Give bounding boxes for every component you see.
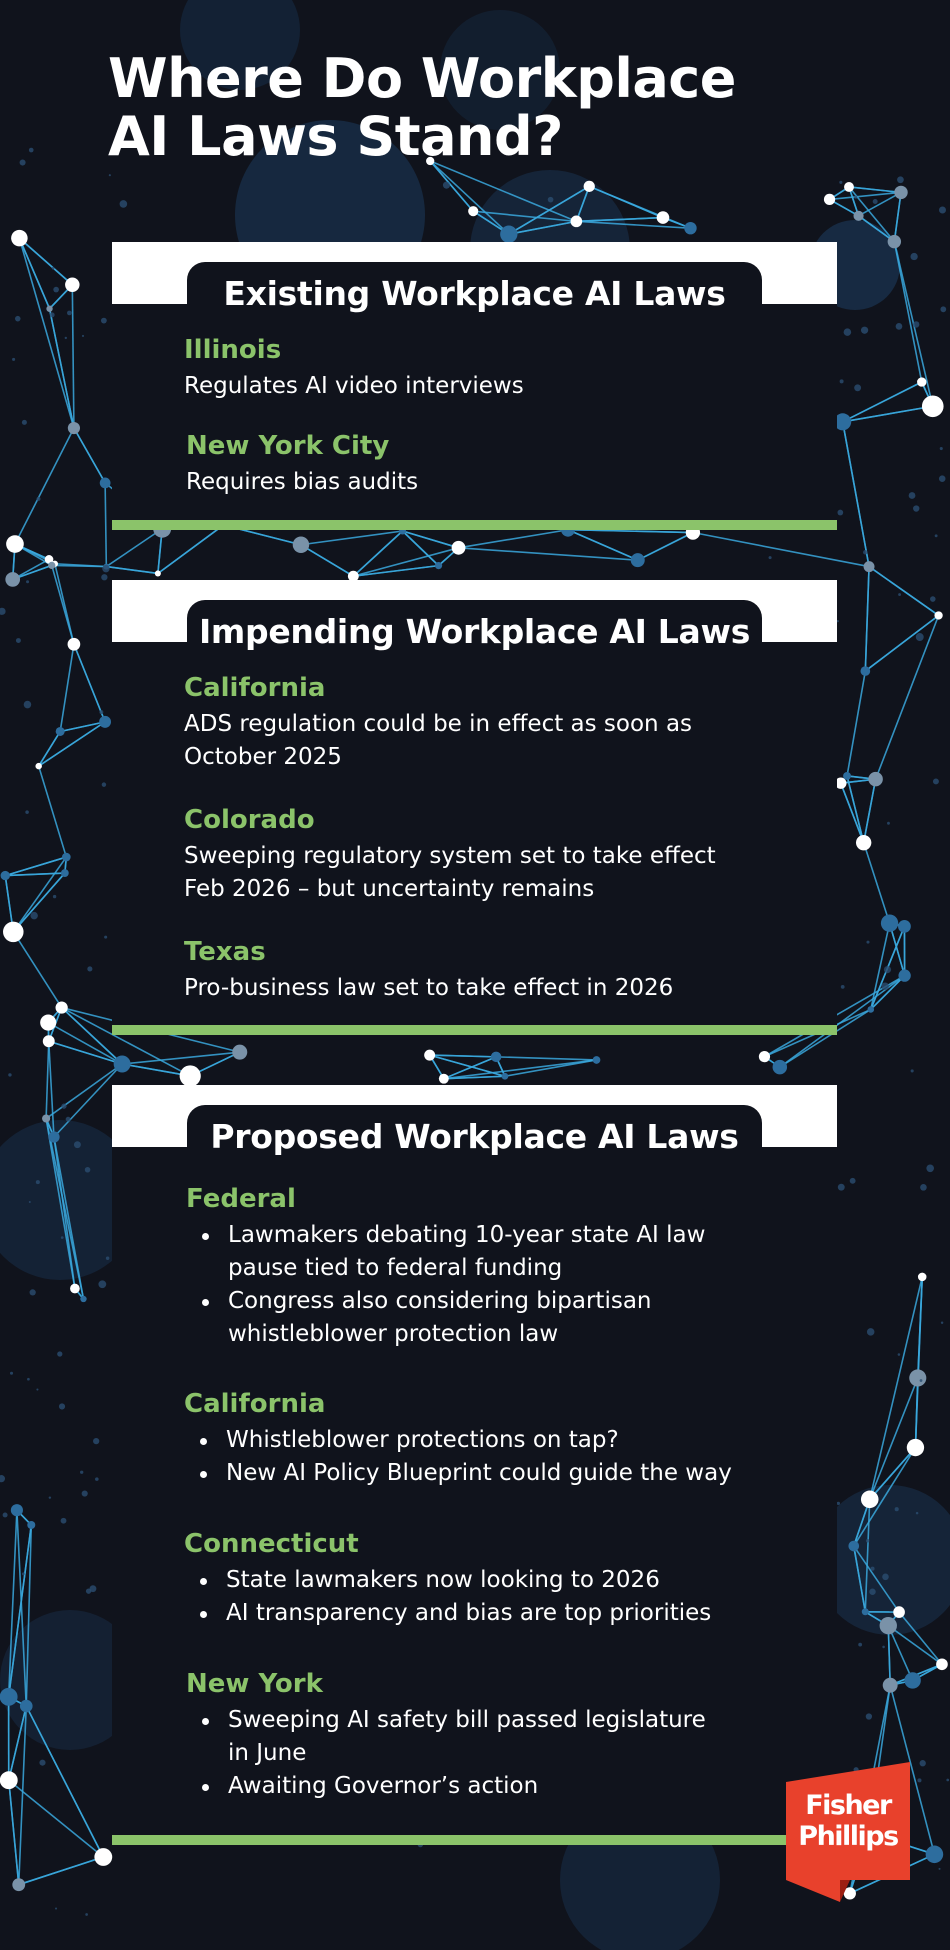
region-label-colorado: Colorado: [184, 805, 315, 835]
proposed-laws-panel: [112, 1085, 837, 1845]
bullet-item: State lawmakers now looking to 2026: [184, 1564, 797, 1597]
page-title: Where Do Workplace AI Laws Stand?: [108, 47, 736, 168]
bullet-item: AI transparency and bias are top priorities: [184, 1597, 797, 1630]
region-label-texas: Texas: [184, 937, 266, 967]
bullet-icon: [202, 1784, 209, 1791]
region-label-illinois: Illinois: [184, 335, 282, 365]
bullet-icon: [202, 1299, 209, 1306]
list-item: [184, 1388, 797, 1490]
proposed-laws-heading: Proposed Workplace AI Laws: [187, 1105, 762, 1161]
bullet-icon: [202, 1718, 209, 1725]
region-label-california: California: [184, 1389, 326, 1419]
region-label-connecticut: Connecticut: [184, 1529, 359, 1559]
region-label-federal: Federal: [186, 1184, 296, 1214]
item-description: Sweeping regulatory system set to take effect Feb 2026 – but uncertainty remains: [184, 843, 716, 902]
panel-divider: [112, 1025, 837, 1035]
region-label-new-york-city: New York City: [186, 431, 390, 461]
bullet-item: Lawmakers debating 10-year state AI law pause tied to federal funding: [186, 1219, 797, 1285]
list-item: [184, 672, 797, 774]
bullet-icon: [202, 1233, 209, 1240]
item-description: Regulates AI video interviews: [184, 373, 524, 399]
impending-laws-heading: Impending Workplace AI Laws: [187, 600, 762, 656]
bullet-item: Congress also considering bipartisan whistleblower protection law: [186, 1285, 797, 1351]
bullet-icon: [200, 1471, 207, 1478]
bullet-icon: [200, 1438, 207, 1445]
list-item: [184, 1528, 797, 1630]
list-item: [184, 804, 797, 906]
list-item: [186, 1183, 797, 1351]
panel-divider: [112, 520, 837, 530]
bullet-item: Sweeping AI safety bill passed legislature in June: [186, 1704, 797, 1770]
item-description: ADS regulation could be in effect as soon as October 2025: [184, 711, 693, 770]
list-item: [186, 430, 797, 499]
item-description: Requires bias audits: [186, 469, 419, 495]
bullet-icon: [200, 1578, 207, 1585]
existing-laws-panel: [112, 242, 837, 530]
panel-divider: [112, 1835, 837, 1845]
region-label-new-york: New York: [186, 1669, 323, 1699]
bullet-icon: [200, 1611, 207, 1618]
bullet-item: New AI Policy Blueprint could guide the way: [184, 1457, 797, 1490]
logo-wordmark: Fisher Phillips: [798, 1790, 898, 1852]
list-item: [184, 334, 797, 403]
bullet-item: Whistleblower protections on tap?: [184, 1424, 797, 1457]
list-item: [186, 1668, 797, 1803]
item-description: Pro-business law set to take effect in 2026: [184, 975, 674, 1001]
region-label-california: California: [184, 673, 326, 703]
impending-laws-panel: [112, 580, 837, 1035]
list-item: [184, 936, 797, 1005]
bullet-item: Awaiting Governor’s action: [186, 1770, 797, 1803]
existing-laws-heading: Existing Workplace AI Laws: [187, 262, 762, 318]
